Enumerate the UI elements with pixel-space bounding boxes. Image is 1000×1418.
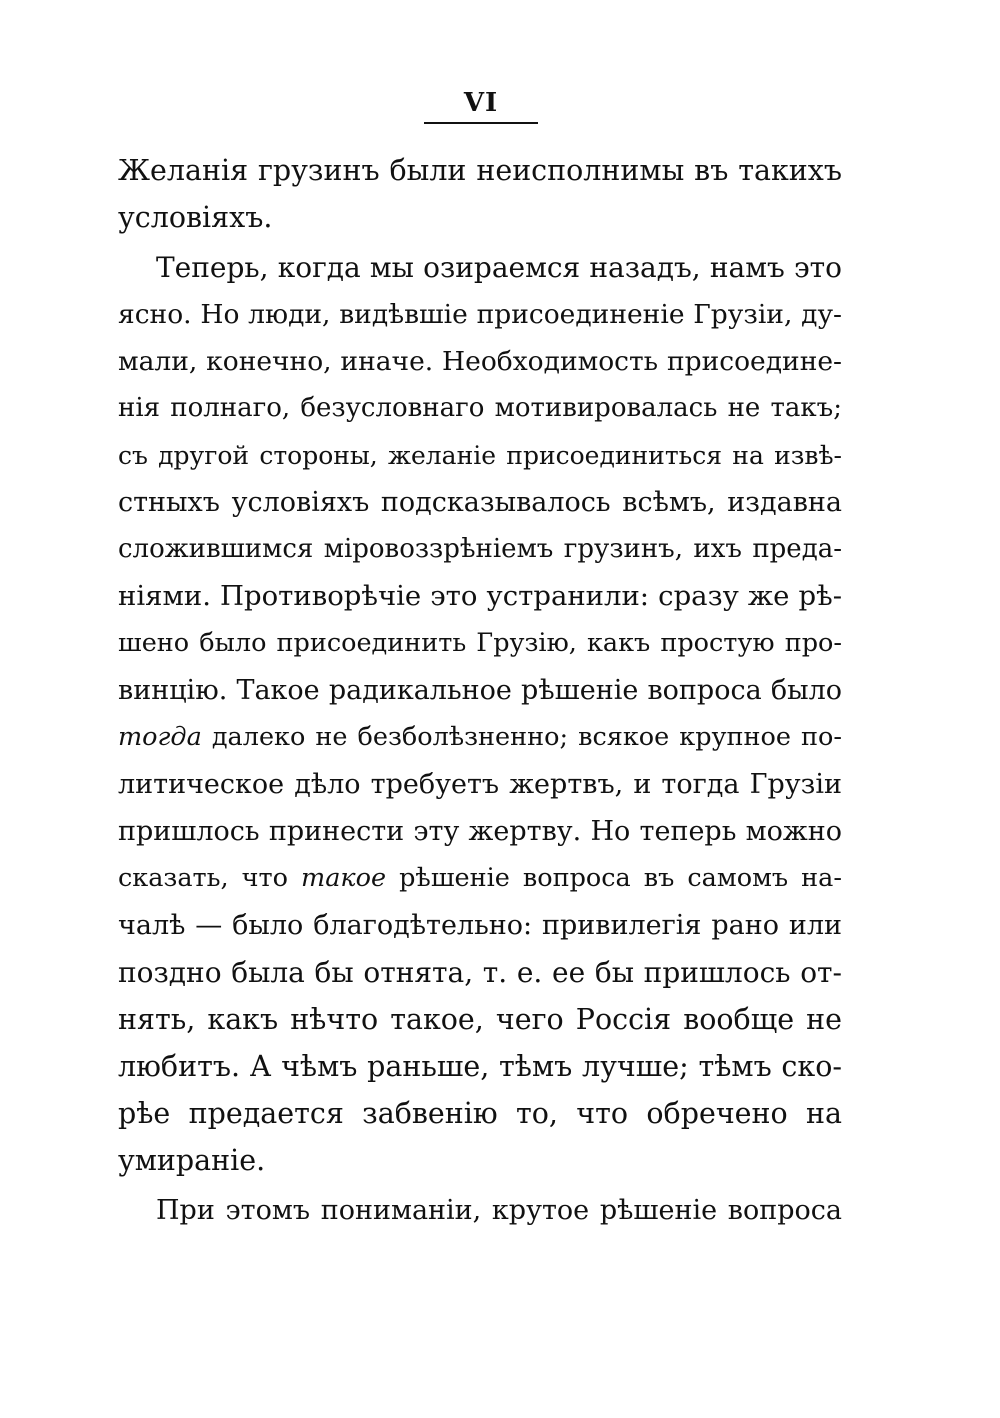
text-line: литическое дѣло требуетъ жертвъ, и тогда Грузіи <box>118 769 842 800</box>
text-line: мали, конечно, иначе. Необходимость присоедине- <box>118 346 842 377</box>
text-line: сказать, что такое рѣшеніе вопроса въ самомъ на- <box>118 863 842 893</box>
text-line: рѣе предается забвенію то, что обречено на <box>118 1097 842 1130</box>
text-line: ясно. Но люди, видѣвшіе присоединеніе Грузіи, ду- <box>118 299 842 330</box>
text-line: нія полнаго, безусловнаго мотивировалась не такъ; <box>118 393 842 423</box>
paragraph-first-line: Теперь, когда мы озираемся назадъ, намъ это <box>156 251 842 284</box>
header-rule <box>424 122 538 124</box>
text-line: ніями. Противорѣчіе это устранили: сразу же рѣ- <box>118 580 842 612</box>
text-line: нять, какъ нѣчто такое, чего Россія вообще не <box>118 1003 842 1036</box>
text-line: поздно была бы отнята, т. е. ее бы пришлось от- <box>118 956 842 989</box>
text-line: винцію. Такое радикальное рѣшеніе вопроса было <box>118 675 842 706</box>
text-line: чалѣ — было благодѣтельно: привилегія рано или <box>118 910 842 941</box>
text-line: стныхъ условіяхъ подсказывалось всѣмъ, издавна <box>118 487 842 518</box>
text-line: сложившимся міровоззрѣніемъ грузинъ, ихъ преда- <box>118 534 842 564</box>
paragraph-first-line: При этомъ пониманіи, крутое рѣшеніе вопроса <box>156 1195 842 1226</box>
text-line: тогда далеко не безболѣзненно; всякое крупное по- <box>118 722 842 752</box>
page-header <box>424 88 538 124</box>
page-number: VI <box>463 88 499 118</box>
text-line: шено было присоединить Грузію, какъ простую про- <box>118 628 842 658</box>
text-line: Желанія грузинъ были неисполнимы въ такихъ <box>118 154 842 187</box>
emphasis-italic: тогда <box>118 722 202 752</box>
text-line: съ другой стороны, желаніе присоединиться на извѣ- <box>118 441 842 470</box>
text-line: пришлось принести эту жертву. Но теперь можно <box>118 816 842 847</box>
text-line: условіяхъ. <box>118 201 273 234</box>
text-line: умираніе. <box>118 1144 266 1177</box>
body-text <box>118 147 842 1234</box>
text-line: любитъ. А чѣмъ раньше, тѣмъ лучше; тѣмъ ско- <box>118 1050 842 1083</box>
emphasis-italic: такое <box>301 863 387 893</box>
